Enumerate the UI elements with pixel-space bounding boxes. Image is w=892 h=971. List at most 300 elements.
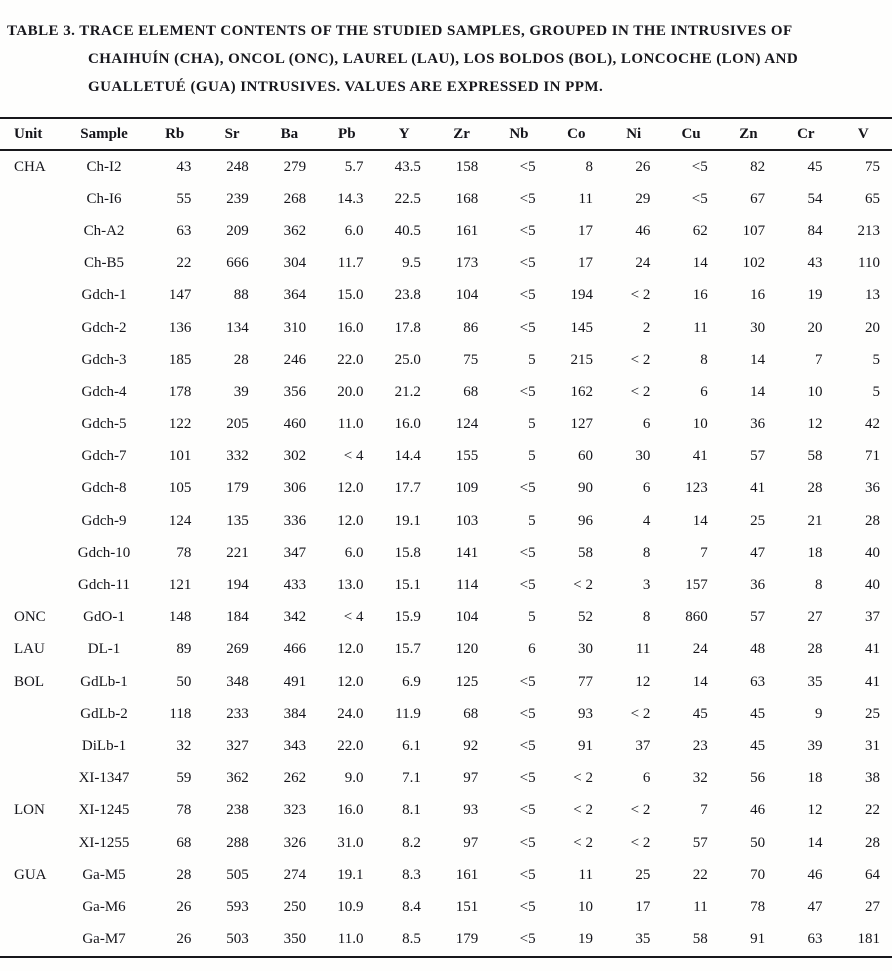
unit-cell: LON [14, 802, 45, 819]
value-cell: 68 [463, 383, 479, 400]
value-cell: 274 [283, 866, 307, 883]
value-cell: 5 [528, 416, 536, 433]
value-cell: <5 [519, 834, 536, 851]
unit-cell [0, 312, 62, 344]
table-body [0, 150, 892, 957]
value-cell: 250 [283, 898, 307, 915]
value-cell: 58 [578, 544, 593, 561]
value-cell: 57 [750, 448, 766, 465]
value-cell: 43 [176, 158, 192, 175]
table-row [0, 698, 892, 730]
value-cell: < 4 [343, 609, 364, 626]
table-row [0, 634, 892, 666]
value-cell: 11.9 [395, 705, 421, 722]
value-cell: 13.0 [337, 577, 364, 594]
value-cell: 78 [750, 898, 766, 915]
value-cell: 304 [283, 255, 307, 272]
table-row [0, 473, 892, 505]
value-cell: 362 [226, 770, 249, 787]
caption-line-1: TABLE 3. TRACE ELEMENT CONTENTS OF THE STUDIED SAMPLES, GROUPED IN THE INTRUSIVES OF [7, 23, 793, 39]
value-cell: 41 [692, 448, 708, 465]
value-cell: 19.1 [394, 512, 421, 529]
value-cell: 213 [857, 222, 880, 239]
value-cell: 17 [578, 222, 593, 239]
sample-cell: GdLb-1 [80, 673, 128, 690]
value-cell: <5 [519, 577, 536, 594]
value-cell: 215 [570, 351, 593, 368]
unit-cell [0, 183, 62, 215]
value-cell: 8.4 [402, 898, 421, 915]
value-cell: 17.8 [394, 319, 421, 336]
table-row [0, 763, 892, 795]
column-header-v: V [857, 125, 869, 142]
value-cell: 9.0 [344, 770, 364, 787]
value-cell: 22 [692, 866, 708, 883]
unit-cell: ONC [14, 609, 46, 626]
value-cell: 8.1 [402, 802, 421, 819]
value-cell: < 2 [630, 351, 651, 368]
value-cell: <5 [519, 802, 536, 819]
caption-line-2: CHAIHUÍN (CHA), ONCOL (ONC), LAUREL (LAU), LOS BOLDOS (BOL), LONCOCHE (LON) AND [88, 51, 799, 67]
column-header-nb: Nb [509, 125, 529, 142]
value-cell: 433 [283, 577, 307, 594]
value-cell: 348 [226, 673, 249, 690]
value-cell: < 2 [573, 802, 593, 819]
value-cell: 45 [750, 705, 766, 722]
column-header-rb: Rb [165, 125, 185, 142]
value-cell: 7.1 [402, 770, 421, 787]
value-cell: 6 [528, 641, 536, 658]
value-cell: 8 [700, 351, 708, 368]
value-cell: 19 [578, 931, 593, 948]
value-cell: 48 [750, 641, 766, 658]
value-cell: 10.9 [337, 898, 364, 915]
table-row [0, 312, 892, 344]
value-cell: 121 [168, 577, 192, 594]
value-cell: <5 [519, 898, 536, 915]
value-cell: 11.0 [337, 931, 364, 948]
column-header-ba: Ba [280, 125, 299, 142]
value-cell: 93 [578, 705, 593, 722]
value-cell: 91 [578, 737, 593, 754]
value-cell: 40.5 [394, 222, 421, 239]
column-header-unit: Unit [14, 125, 43, 142]
value-cell: < 2 [573, 770, 593, 787]
value-cell: 14.4 [394, 448, 421, 465]
value-cell: 28 [176, 866, 192, 883]
value-cell: 7 [700, 802, 708, 819]
value-cell: 3 [642, 577, 651, 594]
unit-cell: BOL [14, 673, 44, 690]
value-cell: 30 [635, 448, 651, 465]
column-header-y: Y [398, 125, 410, 142]
sample-cell: XI-1255 [78, 834, 130, 851]
value-cell: 28 [807, 641, 823, 658]
value-cell: 158 [455, 158, 479, 175]
value-cell: <5 [691, 158, 708, 175]
value-cell: 14 [692, 673, 708, 690]
value-cell: 78 [176, 802, 192, 819]
table-row [0, 859, 892, 891]
table-row [0, 344, 892, 376]
value-cell: 323 [283, 802, 307, 819]
value-cell: <5 [519, 673, 536, 690]
value-cell: 123 [685, 480, 708, 497]
value-cell: 21 [807, 512, 823, 529]
value-cell: 6 [642, 480, 651, 497]
value-cell: 860 [685, 609, 708, 626]
value-cell: 15.8 [394, 544, 421, 561]
value-cell: 64 [865, 866, 880, 883]
value-cell: 239 [226, 190, 249, 207]
value-cell: 14 [692, 512, 708, 529]
value-cell: 6.0 [344, 222, 364, 239]
value-cell: 23 [692, 737, 708, 754]
value-cell: 5 [872, 351, 880, 368]
value-cell: 10 [807, 383, 823, 400]
value-cell: 503 [226, 931, 249, 948]
value-cell: 11 [693, 319, 708, 336]
value-cell: 248 [226, 158, 249, 175]
unit-cell [0, 827, 62, 859]
value-cell: 356 [283, 383, 307, 400]
value-cell: 88 [233, 287, 249, 304]
value-cell: 194 [570, 287, 593, 304]
table-row [0, 248, 892, 280]
value-cell: 17.7 [394, 480, 421, 497]
unit-cell [0, 569, 62, 601]
value-cell: 136 [168, 319, 192, 336]
value-cell: 279 [283, 158, 307, 175]
value-cell: 75 [463, 351, 479, 368]
value-cell: 15.0 [337, 287, 364, 304]
value-cell: 124 [455, 416, 479, 433]
value-cell: <5 [519, 480, 536, 497]
table-row [0, 280, 892, 312]
sample-cell: XI-1245 [78, 802, 130, 819]
sample-cell: GdO-1 [83, 609, 125, 626]
value-cell: 23.8 [394, 287, 421, 304]
value-cell: 135 [226, 512, 249, 529]
value-cell: 17 [578, 255, 593, 272]
unit-cell [0, 891, 62, 923]
value-cell: 25 [635, 866, 651, 883]
value-cell: 20 [807, 319, 823, 336]
value-cell: 43.5 [394, 158, 421, 175]
table-row [0, 666, 892, 698]
unit-cell [0, 730, 62, 762]
value-cell: <5 [519, 770, 536, 787]
value-cell: 7 [700, 544, 708, 561]
value-cell: 20.0 [337, 383, 364, 400]
value-cell: 5 [528, 512, 536, 529]
value-cell: 12.0 [337, 480, 364, 497]
value-cell: 109 [455, 480, 479, 497]
value-cell: 50 [176, 673, 192, 690]
value-cell: 332 [226, 448, 249, 465]
value-cell: <5 [519, 544, 536, 561]
value-cell: 6 [642, 416, 651, 433]
value-cell: 22.0 [337, 351, 364, 368]
value-cell: 46 [750, 802, 766, 819]
value-cell: 11 [578, 866, 593, 883]
value-cell: 233 [226, 705, 249, 722]
table-row [0, 441, 892, 473]
value-cell: 246 [283, 351, 307, 368]
value-cell: 19.1 [337, 866, 364, 883]
unit-cell [0, 763, 62, 795]
value-cell: 89 [176, 641, 192, 658]
table-row [0, 730, 892, 762]
unit-cell [0, 409, 62, 441]
value-cell: 50 [750, 834, 766, 851]
column-header-cu: Cu [681, 125, 701, 142]
value-cell: 92 [463, 737, 479, 754]
sample-cell: Gdch-5 [81, 416, 127, 433]
value-cell: 9.5 [402, 255, 421, 272]
value-cell: 41 [865, 641, 880, 658]
sample-cell: Gdch-11 [78, 577, 130, 594]
value-cell: 43 [807, 255, 823, 272]
unit-cell: LAU [14, 641, 45, 658]
value-cell: 362 [283, 222, 307, 239]
value-cell: 39 [233, 383, 249, 400]
value-cell: 58 [807, 448, 823, 465]
value-cell: 125 [455, 673, 479, 690]
value-cell: 14 [750, 383, 766, 400]
value-cell: 179 [455, 931, 479, 948]
unit-cell [0, 924, 62, 957]
value-cell: 120 [455, 641, 479, 658]
value-cell: 8.2 [402, 834, 421, 851]
value-cell: 24 [692, 641, 708, 658]
value-cell: 36 [865, 480, 880, 497]
value-cell: 18 [807, 544, 823, 561]
value-cell: 12.0 [337, 512, 364, 529]
value-cell: 65 [865, 190, 880, 207]
value-cell: 127 [570, 416, 593, 433]
value-cell: 209 [226, 222, 249, 239]
value-cell: 16.0 [394, 416, 421, 433]
value-cell: 36 [750, 577, 766, 594]
value-cell: 110 [858, 255, 880, 272]
value-cell: 45 [807, 158, 823, 175]
value-cell: 181 [857, 931, 880, 948]
unit-cell [0, 376, 62, 408]
value-cell: 22.5 [394, 190, 421, 207]
value-cell: 157 [685, 577, 708, 594]
value-cell: 105 [168, 480, 192, 497]
value-cell: 118 [169, 705, 192, 722]
sample-cell: Gdch-10 [77, 544, 131, 561]
value-cell: <5 [519, 866, 536, 883]
value-cell: 10 [578, 898, 593, 915]
value-cell: < 2 [630, 383, 651, 400]
value-cell: 70 [750, 866, 766, 883]
value-cell: 306 [283, 480, 307, 497]
value-cell: 593 [226, 898, 249, 915]
value-cell: 31.0 [337, 834, 364, 851]
value-cell: 68 [463, 705, 479, 722]
value-cell: 28 [233, 351, 249, 368]
sample-cell: GdLb-2 [80, 705, 128, 722]
value-cell: 63 [807, 931, 823, 948]
value-cell: 326 [283, 834, 307, 851]
value-cell: 310 [283, 319, 307, 336]
value-cell: 460 [283, 416, 307, 433]
sample-cell: XI-1347 [78, 770, 130, 787]
value-cell: 25.0 [394, 351, 421, 368]
value-cell: 221 [226, 544, 249, 561]
column-header-zn: Zn [739, 125, 758, 142]
value-cell: 8.3 [402, 866, 421, 883]
value-cell: 13 [865, 287, 880, 304]
table-row [0, 795, 892, 827]
value-cell: 27 [807, 609, 823, 626]
value-cell: 666 [226, 255, 249, 272]
value-cell: 134 [226, 319, 249, 336]
trace-element-table [0, 117, 892, 958]
value-cell: 185 [168, 351, 192, 368]
value-cell: 4 [642, 512, 651, 529]
value-cell: 6.0 [344, 544, 364, 561]
value-cell: 5.7 [344, 158, 364, 175]
table-row [0, 602, 892, 634]
value-cell: 15.1 [394, 577, 421, 594]
table-row [0, 537, 892, 569]
value-cell: 124 [168, 512, 192, 529]
value-cell: <5 [519, 737, 536, 754]
unit-cell [0, 215, 62, 247]
value-cell: 151 [455, 898, 479, 915]
value-cell: 12 [807, 802, 823, 819]
value-cell: <5 [519, 255, 536, 272]
value-cell: 22 [865, 802, 880, 819]
value-cell: 11 [693, 898, 708, 915]
value-cell: <5 [519, 383, 536, 400]
unit-cell [0, 344, 62, 376]
caption-line-3: GUALLETUÉ (GUA) INTRUSIVES. VALUES ARE EXPRESSED IN PPM. [88, 79, 604, 95]
value-cell: 12 [635, 673, 651, 690]
unit-cell [0, 441, 62, 473]
value-cell: 147 [168, 287, 192, 304]
value-cell: 12.0 [337, 641, 364, 658]
value-cell: 12.0 [337, 673, 364, 690]
value-cell: 155 [455, 448, 479, 465]
value-cell: 68 [176, 834, 192, 851]
value-cell: 107 [742, 222, 766, 239]
value-cell: < 2 [630, 287, 651, 304]
value-cell: 14 [807, 834, 823, 851]
table-row [0, 924, 892, 957]
value-cell: 59 [176, 770, 192, 787]
sample-cell: Ch-A2 [83, 222, 125, 239]
value-cell: 102 [742, 255, 766, 272]
value-cell: 466 [283, 641, 307, 658]
value-cell: 16.0 [337, 319, 364, 336]
column-header-cr: Cr [797, 125, 815, 142]
value-cell: 22 [176, 255, 192, 272]
value-cell: 104 [455, 287, 479, 304]
value-cell: 45 [750, 737, 766, 754]
value-cell: 161 [455, 866, 479, 883]
value-cell: 19 [807, 287, 823, 304]
value-cell: 55 [176, 190, 192, 207]
value-cell: 491 [283, 673, 307, 690]
value-cell: 145 [570, 319, 593, 336]
value-cell: 86 [463, 319, 479, 336]
value-cell: 58 [692, 931, 708, 948]
table-row [0, 569, 892, 601]
value-cell: 84 [807, 222, 823, 239]
value-cell: 67 [750, 190, 766, 207]
value-cell: 9 [815, 705, 823, 722]
value-cell: 28 [807, 480, 823, 497]
value-cell: 14 [692, 255, 708, 272]
value-cell: 8.5 [402, 931, 421, 948]
value-cell: 11 [635, 641, 651, 658]
sample-cell: Gdch-3 [81, 351, 127, 368]
value-cell: 162 [570, 383, 593, 400]
value-cell: 35 [635, 931, 651, 948]
value-cell: 327 [226, 737, 249, 754]
table-header [0, 118, 892, 150]
value-cell: 269 [226, 641, 249, 658]
value-cell: 32 [692, 770, 708, 787]
value-cell: 141 [455, 544, 479, 561]
value-cell: < 2 [573, 834, 593, 851]
value-cell: 103 [455, 512, 479, 529]
value-cell: 63 [176, 222, 192, 239]
sample-cell: Ch-I6 [86, 190, 122, 207]
value-cell: 31 [865, 737, 880, 754]
table-row [0, 827, 892, 859]
value-cell: 46 [807, 866, 823, 883]
value-cell: 168 [455, 190, 479, 207]
table-row [0, 215, 892, 247]
value-cell: 46 [635, 222, 651, 239]
unit-cell [0, 280, 62, 312]
value-cell: 40 [865, 577, 880, 594]
table-row [0, 505, 892, 537]
value-cell: 6.1 [402, 737, 421, 754]
value-cell: 17 [635, 898, 651, 915]
value-cell: 16.0 [337, 802, 364, 819]
value-cell: 205 [226, 416, 249, 433]
value-cell: 343 [283, 737, 307, 754]
value-cell: 82 [750, 158, 766, 175]
column-header-sample: Sample [80, 125, 128, 142]
value-cell: 20 [865, 319, 880, 336]
value-cell: 22.0 [337, 737, 364, 754]
value-cell: 178 [168, 383, 192, 400]
value-cell: <5 [519, 158, 536, 175]
value-cell: 8 [585, 158, 593, 175]
value-cell: 90 [578, 480, 593, 497]
value-cell: 5 [528, 609, 536, 626]
value-cell: 18 [807, 770, 823, 787]
value-cell: 24.0 [337, 705, 364, 722]
value-cell: 11 [578, 190, 593, 207]
value-cell: < 4 [343, 448, 364, 465]
value-cell: 38 [865, 770, 880, 787]
value-cell: 37 [865, 609, 880, 626]
value-cell: 24 [635, 255, 651, 272]
value-cell: 97 [463, 834, 479, 851]
value-cell: 16 [692, 287, 708, 304]
value-cell: <5 [519, 705, 536, 722]
value-cell: 30 [750, 319, 766, 336]
